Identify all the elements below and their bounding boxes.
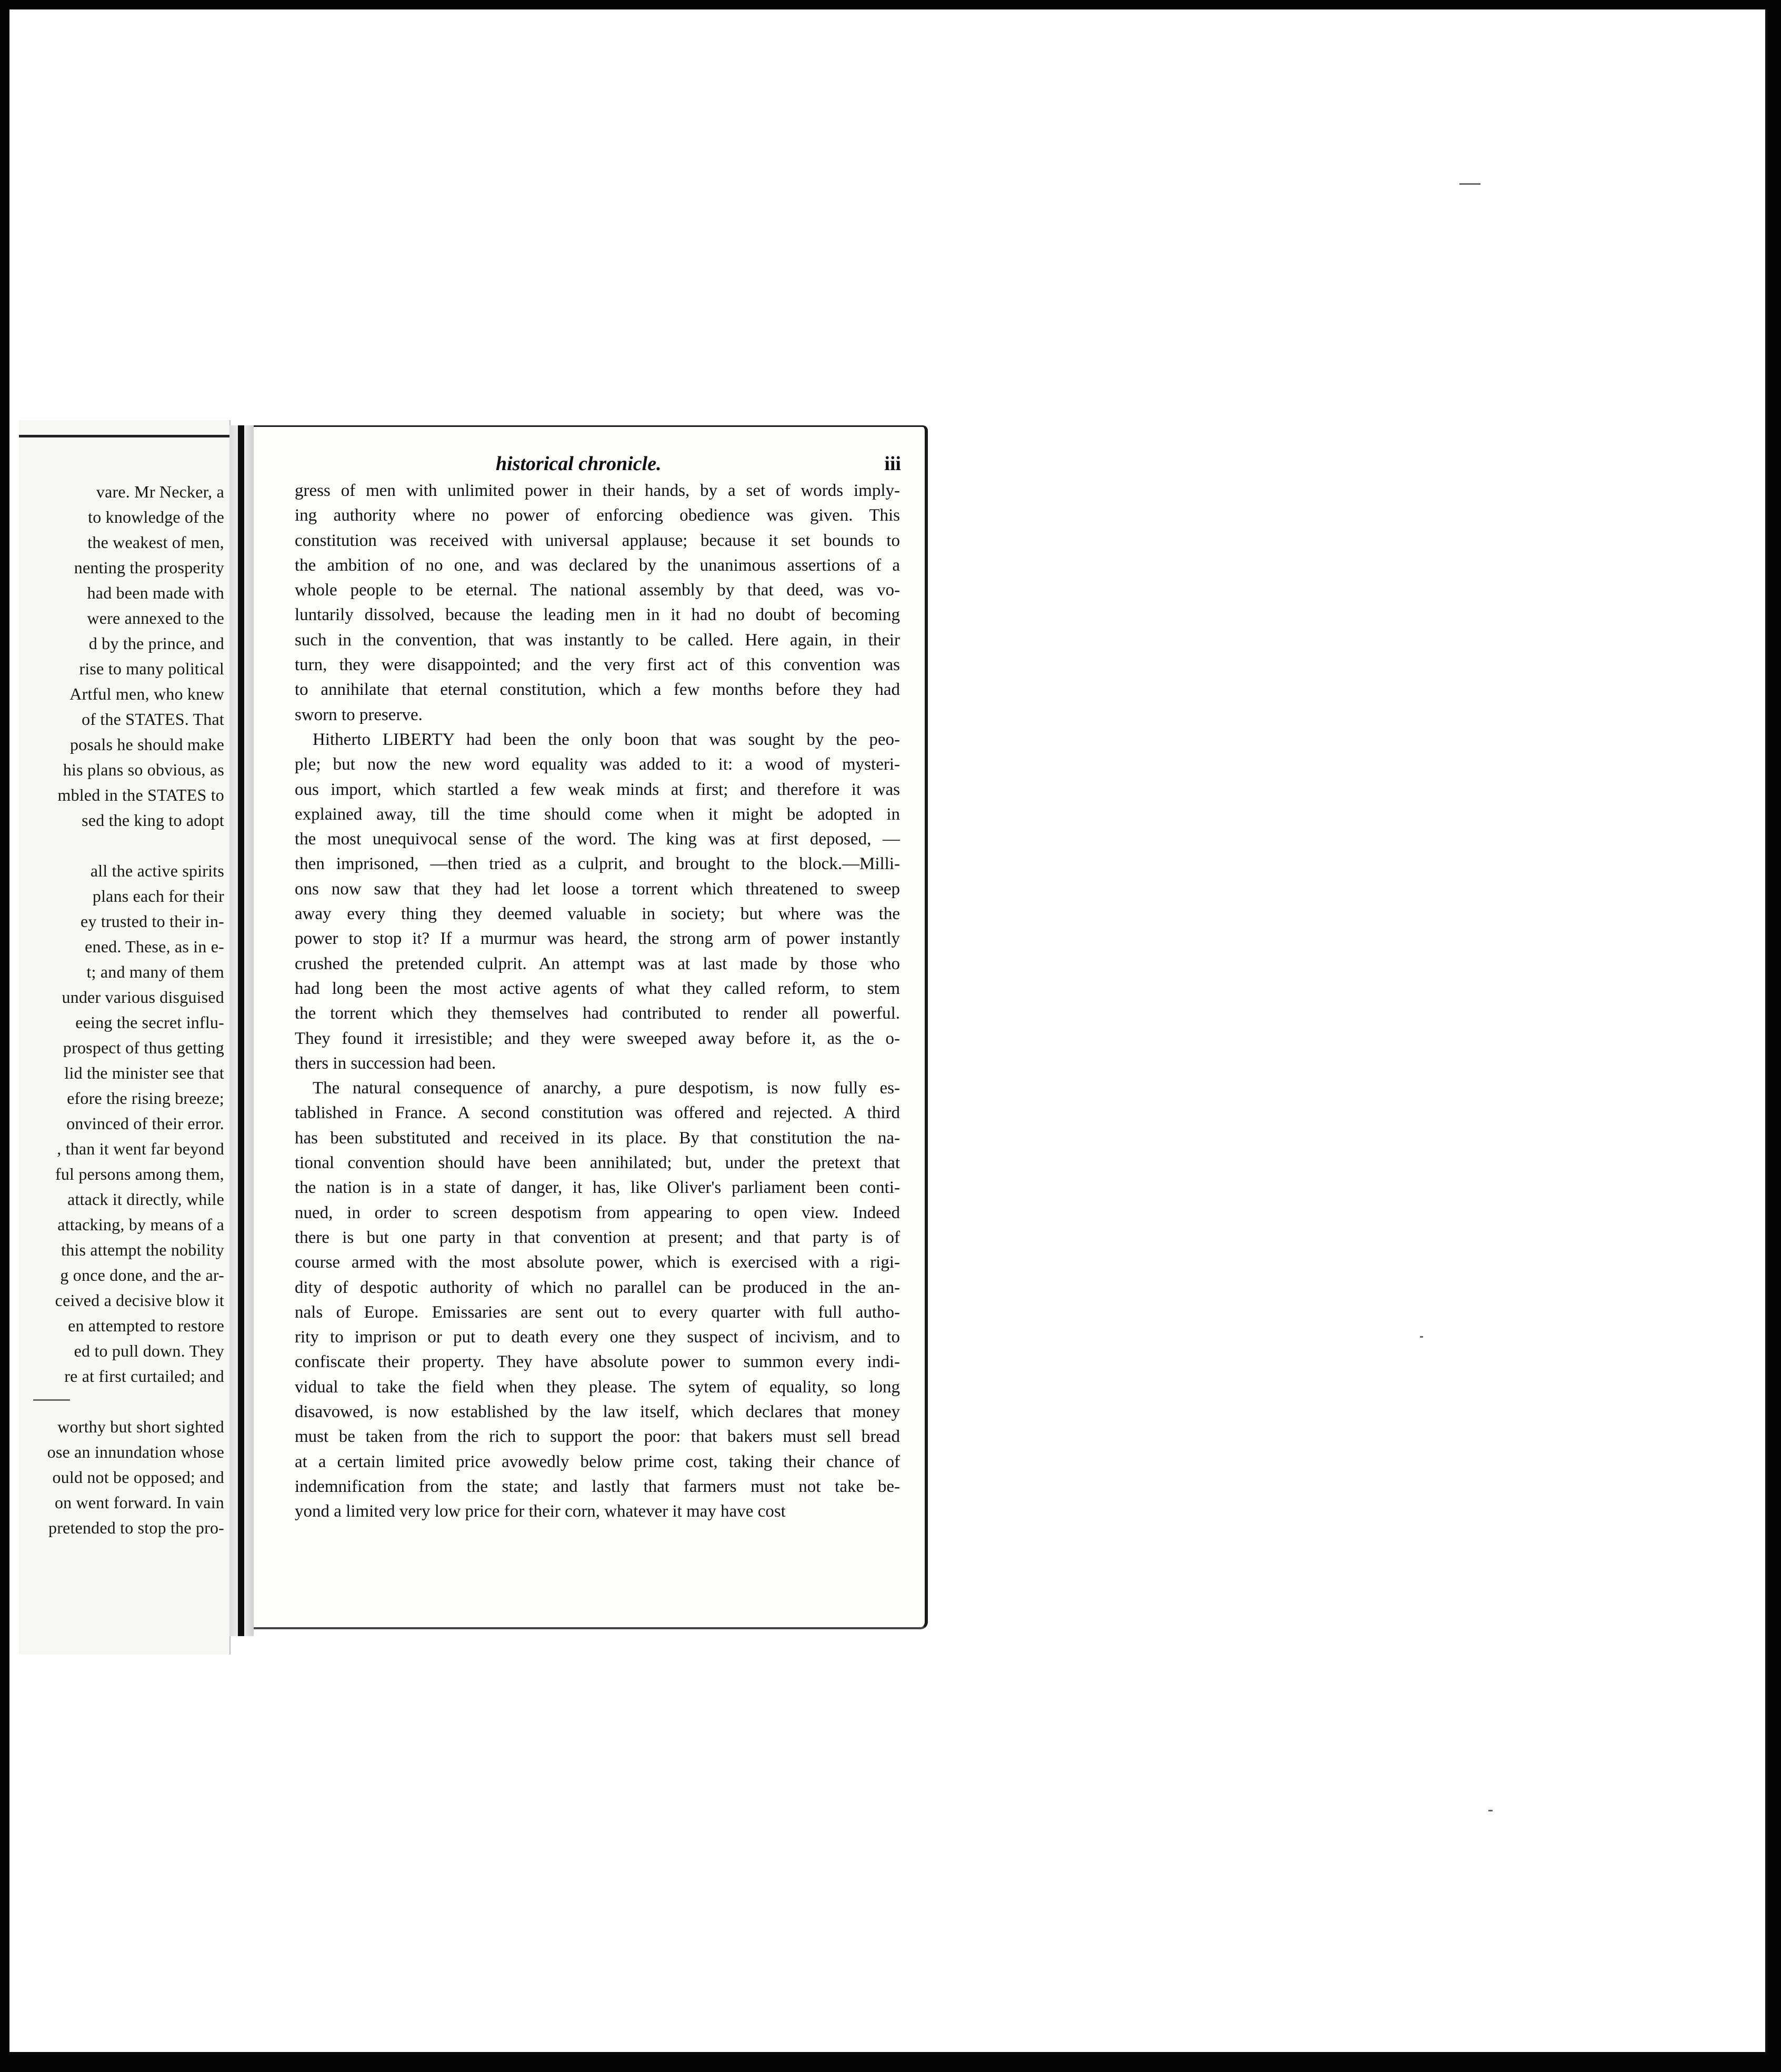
text-line: were annexed to the: [87, 609, 224, 627]
text-line: of the STATES. That: [82, 710, 224, 729]
text-line: indemnification from the state; and lastly that farmers must not take be-: [295, 1477, 900, 1496]
text-line: Artful men, who knew: [69, 684, 224, 703]
text-line: luntarily dissolved, because the leading men in it had no doubt of becoming: [295, 605, 900, 625]
text-line: ous import, which startled a few weak minds at first; and therefore it was: [295, 780, 900, 799]
text-line: gress of men with unlimited power in their hands, by a set of words imply-: [295, 481, 900, 500]
text-line: pretended to stop the pro-: [48, 1518, 224, 1537]
text-line: g once done, and the ar-: [60, 1266, 224, 1284]
text-line: yond a limited very low price for their corn, whatever it may have cost: [295, 1502, 786, 1521]
text-line: the nation is in a state of danger, it has, like Oliver's parliament been conti-: [295, 1178, 900, 1198]
text-line: ing authority where no power of enforcing obedience was given. This: [295, 506, 900, 525]
text-line: tional convention should have been annihilated; but, under the pretext that: [295, 1153, 900, 1173]
text-line: lid the minister see that: [64, 1063, 224, 1082]
text-line: nenting the prosperity: [74, 558, 224, 577]
text-line: re at first curtailed; and: [64, 1367, 224, 1386]
text-line: ed to pull down. They: [74, 1341, 224, 1360]
text-line: plans each for their: [92, 886, 224, 905]
text-line: attack it directly, while: [67, 1190, 224, 1209]
text-line: crushed the pretended culprit. An attempt was at last made by those who: [295, 954, 900, 973]
text-line: attacking, by means of a: [57, 1215, 224, 1234]
text-line: eeing the secret influ-: [75, 1013, 224, 1032]
text-line: the weakest of men,: [87, 533, 224, 552]
text-line: The natural consequence of anarchy, a pure despotism, is now fully es-: [313, 1079, 900, 1098]
text-line: constitution was received with universal applause; because it set bounds to: [295, 531, 900, 550]
text-line: en attempted to restore: [68, 1316, 224, 1335]
text-line: had been made with: [87, 583, 224, 602]
text-line: They found it irresistible; and they were sweeped away before it, as the o-: [295, 1029, 900, 1048]
text-line: this attempt the nobility: [61, 1240, 224, 1259]
text-line: at a certain limited price avowedly below prime cost, taking their chance of: [295, 1452, 900, 1471]
right-page: [254, 425, 928, 1629]
text-line: on went forward. In vain: [54, 1493, 224, 1512]
scan-speck: [1488, 1810, 1493, 1811]
text-line: the torrent which they themselves had contributed to render all powerful.: [295, 1004, 900, 1023]
scan-speck: [1459, 183, 1480, 185]
text-line: sed the king to adopt: [82, 811, 224, 830]
text-line: had long been the most active agents of what they called reform, to stem: [295, 979, 900, 998]
left-page-top-rule: [19, 425, 229, 437]
running-title: historical chronicle.: [496, 453, 662, 475]
text-line: worthy but short sighted: [57, 1417, 224, 1436]
text-line: has been substituted and received in its place. By that constitution the na-: [295, 1128, 900, 1148]
text-line: posals he should make: [69, 735, 224, 754]
spine-rule: [238, 425, 244, 1636]
text-line: such in the convention, that was instantly to be called. Here again, in their: [295, 630, 900, 650]
scan-speck: [33, 1399, 70, 1401]
text-line: Hitherto LIBERTY had been the only boon that was sought by the peo-: [313, 730, 900, 749]
text-line: prospect of thus getting: [63, 1038, 224, 1057]
text-line: must be taken from the rich to support the poor: that bakers must sell bread: [295, 1427, 900, 1447]
text-line: efore the rising breeze;: [67, 1089, 224, 1108]
text-line: explained away, till the time should come when it might be adopted in: [295, 804, 900, 824]
text-line: whole people to be eternal. The national assembly by that deed, was vo-: [295, 581, 900, 600]
text-line: ened. These, as in e-: [85, 937, 224, 956]
left-page-text: [19, 479, 224, 1540]
text-line: rity to imprison or put to death every one they suspect of incivism, and to: [295, 1328, 900, 1347]
text-line: confiscate their property. They have absolute power to summon every indi-: [295, 1352, 900, 1372]
text-line: t; and many of them: [86, 962, 224, 981]
text-line: all the active spirits: [90, 861, 224, 880]
text-line: course armed with the most absolute power, which is exercised with a rigi-: [295, 1253, 900, 1272]
text-line: then imprisoned, —then tried as a culprit, and brought to the block.—Milli-: [295, 854, 900, 874]
text-line: , than it went far beyond: [57, 1139, 224, 1158]
text-line: tablished in France. A second constitution was offered and rejected. A third: [295, 1103, 900, 1123]
text-line: ose an innundation whose: [47, 1442, 224, 1461]
text-line: sworn to preserve.: [295, 705, 423, 724]
text-line: power to stop it? If a murmur was heard, the strong arm of power instantly: [295, 929, 900, 949]
scanned-sheet: [9, 9, 1767, 2052]
text-line: ey trusted to their in-: [81, 912, 224, 931]
text-line: onvinced of their error.: [66, 1114, 224, 1133]
running-head: [254, 452, 901, 479]
text-line: nals of Europe. Emissaries are sent out to every quarter with full autho-: [295, 1302, 900, 1322]
text-line: rise to many political: [79, 659, 224, 678]
text-line: dity of despotic authority of which no parallel can be produced in the an-: [295, 1278, 900, 1297]
text-line: the most unequivocal sense of the word. The king was at first deposed, —: [295, 830, 900, 849]
text-line: nued, in order to screen despotism from appearing to open view. Indeed: [295, 1203, 900, 1222]
text-line: disavowed, is now established by the law itself, which declares that money: [295, 1402, 900, 1421]
text-line: vidual to take the field when they please. The sytem of equality, so long: [295, 1377, 900, 1397]
text-line: to annihilate that eternal constitution, which a few months before they had: [295, 680, 900, 700]
text-line: to knowledge of the: [88, 507, 224, 526]
text-line: the ambition of no one, and was declared by the unanimous assertions of a: [295, 555, 900, 575]
scan-speck: [1420, 1336, 1423, 1338]
page-number: iii: [884, 453, 901, 475]
right-page-text: [295, 479, 900, 1524]
text-line: turn, they were disappointed; and the very first act of this convention was: [295, 655, 900, 675]
text-line: thers in succession had been.: [295, 1053, 496, 1073]
text-line: [19, 833, 224, 858]
text-line: ple; but now the new word equality was added to it: a wood of mysteri-: [295, 755, 900, 774]
text-line: [19, 1389, 224, 1414]
text-line: away every thing they deemed valuable in society; but where was the: [295, 904, 900, 924]
text-line: vare. Mr Necker, a: [96, 482, 224, 501]
text-line: there is but one party in that convention at present; and that party is of: [295, 1228, 900, 1247]
text-line: ould not be opposed; and: [52, 1468, 224, 1487]
text-line: ons now saw that they had let loose a torrent which threatened to sweep: [295, 879, 900, 899]
text-line: ful persons among them,: [55, 1164, 224, 1183]
text-line: mbled in the STATES to: [57, 785, 224, 804]
left-page: [19, 420, 231, 1655]
text-line: ceived a decisive blow it: [55, 1291, 224, 1310]
text-line: d by the prince, and: [88, 634, 224, 653]
text-line: his plans so obvious, as: [63, 760, 224, 779]
text-line: under various disguised: [62, 988, 224, 1007]
